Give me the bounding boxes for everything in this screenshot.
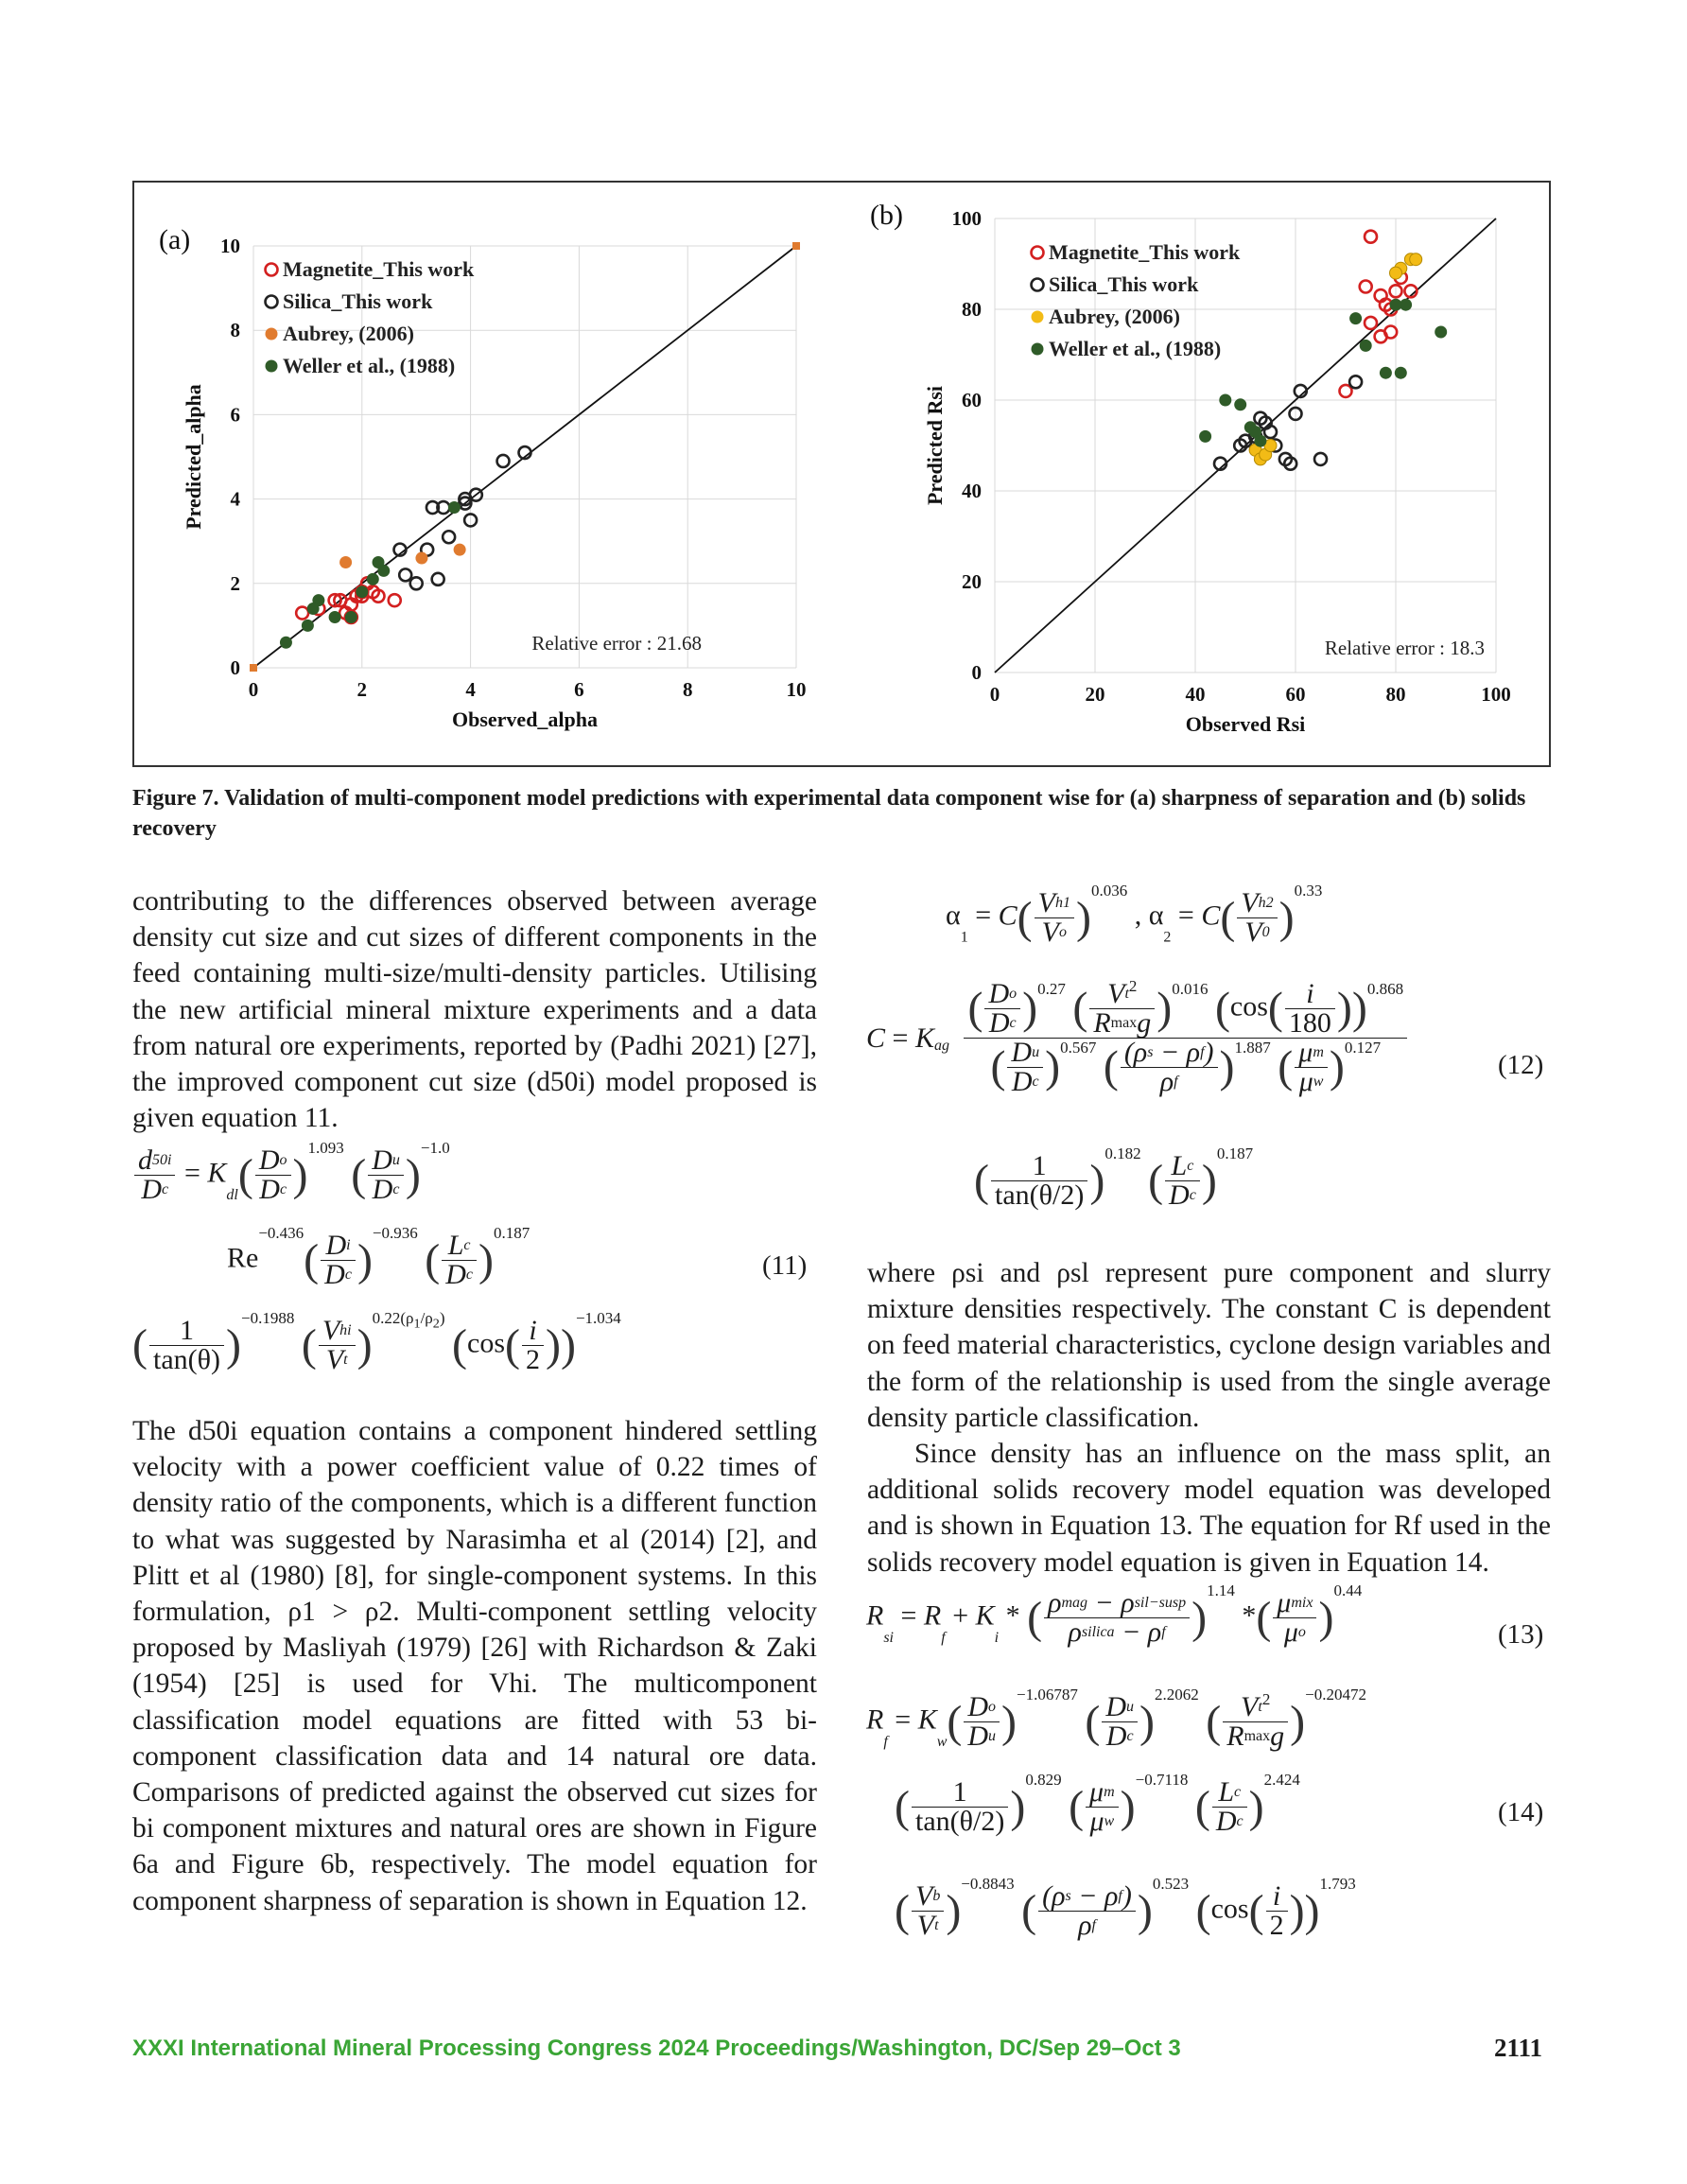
data-point: [454, 544, 466, 556]
x-tick-label: 10: [786, 678, 807, 701]
legend-label: Aubrey, (2006): [283, 322, 414, 345]
x-tick-label: 0: [989, 683, 1000, 706]
data-point: [1360, 340, 1372, 352]
legend-marker: [266, 328, 278, 341]
panel-label: (a): [159, 224, 191, 255]
data-point: [415, 552, 427, 565]
data-point: [329, 611, 341, 623]
legend-label: Magnetite_This work: [1049, 240, 1241, 264]
data-point: [1219, 394, 1231, 407]
data-point: [1390, 299, 1402, 311]
data-point: [399, 568, 411, 581]
left-column-text-top: [132, 883, 817, 1136]
y-tick-label: 10: [220, 235, 240, 257]
equation-number-13: (13): [1498, 1619, 1544, 1650]
data-point: [367, 573, 379, 585]
legend-label: Silica_This work: [1049, 272, 1199, 296]
x-tick-label: 20: [1085, 683, 1105, 706]
y-tick-label: 2: [230, 571, 240, 595]
figure-7: [132, 181, 1551, 767]
y-axis-label: Predicted_alpha: [182, 384, 205, 530]
y-tick-label: 8: [230, 319, 240, 342]
data-point: [280, 637, 292, 649]
legend-marker: [1032, 311, 1044, 323]
data-point: [1395, 367, 1407, 379]
data-point: [339, 556, 352, 568]
legend-label: Magnetite_This work: [283, 257, 475, 281]
legend-marker: [1032, 343, 1044, 356]
legend-marker: [266, 360, 278, 373]
x-tick-label: 0: [248, 678, 259, 701]
data-point: [1435, 326, 1447, 339]
panel-label: (b): [870, 200, 903, 231]
x-tick-label: 4: [465, 678, 476, 701]
equation-14-line-3: ( $\frac{Vb}{Vt}$ )$^{-0.8843}$ ( $\frac{(\rho s - \rho f)}{\rho f}$ )$^{0.523}$ (cos( $\frac{i}{2}$ ))$^{1.793}$: [895, 1875, 1356, 1941]
data-point: [1390, 267, 1402, 279]
data-point: [1234, 398, 1246, 411]
y-tick-label: 100: [951, 207, 982, 230]
data-point: [1349, 312, 1362, 324]
data-point: [1360, 281, 1372, 293]
paragraph: The d50i equation contains a component hindered settling velocity with a power coefficient value of 0.22 times of density ratio of the components, which is a different function to what was suggested by Narasimha et al (2014) [2], and Plitt et al (1980) [8], for single-component systems. In this formulation, ρ1 > ρ2. Multi-component settling velocity proposed by Masliyah (1979) [26] with Richardson & Zaki (1954) [25] is used for Vhi. The multicomponent classification model equations are fitted with 53 bi-component classification data and 14 natural ore data. Comparisons of predicted against the observed cut sizes for bi component mixtures and natural ores are shown in Figure 6a and Figure 6b, respectively. The model equation for component sharpness of separation is shown in Equation 12.: [132, 1416, 817, 1916]
data-point: [1365, 317, 1377, 329]
equation-14-line-1: Rf = Kw( $\frac{Do}{Du}$ )$^{-1.06787}$ ( $\frac{Du}{Dc}$ )$^{2.2062}$ ( $\frac{Vt^2}{Rmaxg}$ )$^{-0.20472}$: [866, 1686, 1366, 1752]
y-tick-label: 4: [230, 487, 240, 511]
data-point: [345, 611, 357, 623]
figure-7-svg: [134, 183, 1549, 765]
data-point: [302, 620, 314, 632]
data-point: [389, 594, 401, 606]
y-tick-label: 60: [962, 389, 982, 411]
equation-13: Rsi = Rf + Ki * ( $\frac{\text{ρmag − ρsil−susp}}{\text{ρsilica − ρf}}$ )$^{1.14}$ *( $\frac{\text{μmix}}{\mu o}$ )$^{0.44}$: [866, 1581, 1363, 1648]
data-point: [1199, 430, 1211, 443]
equation-11-line-2: $Re^{-0.436}$( $\frac{Di}{Dc}$ )$^{-0.936}$ ( $\frac{Lc}{Dc}$ )$^{0.187}$: [227, 1224, 530, 1290]
data-point: [307, 603, 320, 615]
equation-14-line-2: ( $\frac{1}{\tan(\theta/2)}$ )$^{0.829}$ ( $\frac{\mu m}{\mu w}$ )$^{-0.7118}$ ( $\frac{Lc}{Dc}$ )$^{2.424}$: [895, 1771, 1300, 1837]
legend-marker: [266, 296, 278, 308]
x-tick-label: 60: [1285, 683, 1306, 706]
x-tick-label: 8: [682, 678, 693, 701]
x-axis-label: Observed Rsi: [1185, 712, 1306, 736]
y-tick-label: 6: [230, 403, 240, 427]
equation-12-line-3: ( $\frac{1}{\tan(\theta/2)}$ )$^{0.182}$ ( $\frac{Lc}{Dc}$ )$^{0.187}$: [974, 1144, 1254, 1211]
y-tick-label: 20: [962, 570, 982, 593]
data-point: [1380, 367, 1392, 379]
data-point: [1340, 385, 1352, 397]
relative-error-annotation: Relative error : 18.3: [1324, 637, 1485, 659]
data-point: [1254, 435, 1266, 447]
data-point: [296, 607, 308, 620]
data-point: [497, 455, 510, 467]
equation-number-12: (12): [1498, 1050, 1544, 1080]
x-tick-label: 2: [357, 678, 368, 701]
x-tick-label: 80: [1385, 683, 1406, 706]
equation-11-line-1: $\frac{d50i}{Dc}$ = Kdl( $\frac{Do}{Dc}$ )$^{1.093}$ ( $\frac{Du}{Dc}$ )$^{-1.0}$: [132, 1146, 450, 1204]
data-point: [250, 664, 257, 672]
x-tick-label: 6: [574, 678, 584, 701]
data-point: [448, 501, 461, 514]
y-axis-label: Predicted Rsi: [923, 385, 947, 506]
data-point: [1365, 231, 1377, 243]
legend-marker: [1032, 279, 1044, 291]
x-tick-label: 40: [1185, 683, 1206, 706]
paragraph: where ρsi and ρsl represent pure component and slurry mixture densities respectively. The constant C is dependent on feed material characteristics, cyclone design variables and the form of the relationship is used from the single average density particle classification.: [867, 1258, 1551, 1433]
right-column-text: [867, 1255, 1551, 1581]
left-column-text-bottom: [132, 1413, 817, 1919]
legend-marker: [1032, 247, 1044, 259]
figure-caption: Figure 7. Validation of multi-component model predictions with experimental data component wise for (a) sharpness of separation and (b) solids recovery: [132, 786, 1526, 841]
data-point: [356, 585, 368, 598]
data-point: [377, 565, 390, 577]
footer-conference: XXXI International Mineral Processing Congress 2024 Proceedings/Washington, DC/Sep 29–Oct 3: [132, 2035, 1181, 2061]
paragraph: Since density has an influence on the mass split, an additional solids recovery model equation was developed and is shown in Equation 13. The equation for Rf used in the solids recovery model equation is given in Equation 14.: [867, 1439, 1551, 1578]
y-tick-label: 80: [962, 298, 982, 321]
legend-label: Aubrey, (2006): [1049, 305, 1180, 328]
relative-error-annotation: Relative error : 21.68: [531, 632, 702, 655]
y-tick-label: 40: [962, 480, 982, 502]
equation-12-alpha: α1 = C( $\frac{Vh1}{Vo}$ )$^{0.036}$ , α2 = C( $\frac{Vh2}{V0}$ )$^{0.33}$: [946, 882, 1323, 948]
data-point: [1314, 453, 1327, 465]
data-point: [1410, 253, 1422, 266]
paragraph: contributing to the differences observed between average density cut size and cut sizes of different components in the feed containing multi-size/multi-density particles. Utilising the new artificial mineral mixture experiments and a data from natural ore experiments, reported by (Padhi 2021) [27], the improved component cut size (d50i) model proposed is given equation 11.: [132, 886, 817, 1134]
y-tick-label: 0: [971, 661, 982, 684]
legend-label: Silica_This work: [283, 289, 433, 313]
legend-label: Weller et al., (1988): [1049, 337, 1222, 360]
page-number: 2111: [1494, 2034, 1543, 2062]
legend-marker: [266, 264, 278, 276]
equation-12-C: C = Kag ( $\frac{Do}{Dc}$ )$^{0.27}$ ( $\frac{Vt^2}{Rmaxg}$ )$^{0.016}$ (cos( $\frac{i}{180}$ ))$^{0.868}$ ( $\frac{Du}{Dc}$ )$^{0.567}$ ( $\frac{(\rho s - \rho f)}{\rho f}$ )$^{1.887}$ ( $\frac{\mu m}{\mu w}$ )$^{0.127}$: [866, 980, 1409, 1096]
data-point: [1349, 376, 1362, 388]
legend-label: Weller et al., (1988): [283, 354, 456, 377]
data-point: [443, 531, 455, 543]
data-point: [792, 242, 800, 250]
y-tick-label: 0: [230, 656, 240, 679]
x-axis-label: Observed_alpha: [451, 708, 599, 731]
equation-11-line-3: ( $\frac{1}{\tan(\theta)}$ )$^{-0.1988}$ ( $\frac{\text{Vhi}}{Vt}$ )$^{0.22(\rho_1/\rho_2)}$ (cos( $\frac{i}{2}$ ))$^{-1.034}$: [132, 1309, 621, 1375]
x-tick-label: 100: [1481, 683, 1511, 706]
equation-number-14: (14): [1498, 1797, 1544, 1827]
equation-number-11: (11): [762, 1250, 808, 1281]
